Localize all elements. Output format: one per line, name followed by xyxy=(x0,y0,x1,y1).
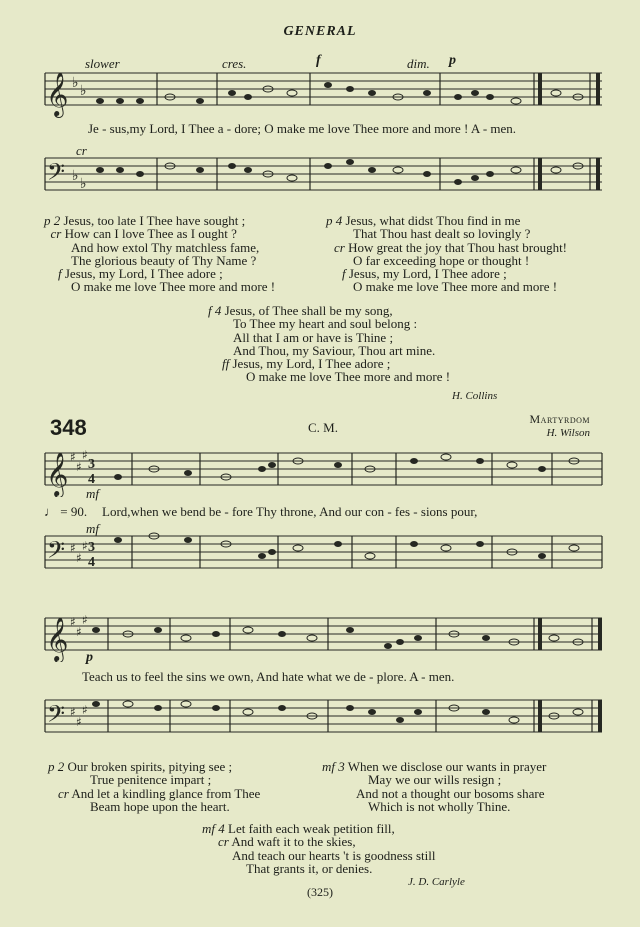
lyrics-348-line1: Lord,when we bend be - fore Thy throne, And our con - fes - sions pour, xyxy=(102,504,478,519)
svg-text:♯: ♯ xyxy=(76,715,82,729)
author-top: H. Collins xyxy=(452,390,498,402)
svg-text:4: 4 xyxy=(88,555,95,570)
page-number: (325) xyxy=(307,885,333,899)
hymn-meter: C. M. xyxy=(308,420,338,435)
svg-text:♭: ♭ xyxy=(72,75,79,91)
bass-staff-348a xyxy=(0,530,640,582)
bass-staff-348b xyxy=(0,692,640,744)
quarter-note-icon: ♩ xyxy=(44,504,57,519)
treble-staff-top xyxy=(0,65,640,125)
svg-text:♯: ♯ xyxy=(82,703,88,717)
treble-staff-348b xyxy=(0,610,640,662)
verse-4-top: f 4 Jesus, of Thee shall be my song, To Thee my heart and soul belong : All that I am or have is Thine ; And Thou, my Saviour, Thou art mine. ff Jesus, my Lord, I Thee adore ; O make me love Thee more and more ! xyxy=(208,303,451,385)
tune-info: Martyrdom H. Wilson xyxy=(529,412,590,439)
verse-2-top: p 2 Jesus, too late I Thee have sought ; cr How can I love Thee as I ought ? And how extol Thy matchless fame, The glorious beauty of Thy Name ? f Jesus, my Lord, I Thee adore ; O make me love Thee more and more ! xyxy=(44,213,276,295)
svg-text:4: 4 xyxy=(88,472,95,487)
bass-clef-icon: 𝄢 xyxy=(47,158,66,191)
dynamic-slower: slower xyxy=(85,56,120,71)
dynamic-piano: p xyxy=(449,53,456,68)
hymn-number: 348 xyxy=(50,415,87,440)
svg-text:𝄢: 𝄢 xyxy=(47,700,66,733)
dynamic-dim: dim. xyxy=(407,56,430,71)
svg-text:♯: ♯ xyxy=(82,448,88,462)
dynamic-forte: f xyxy=(316,53,321,68)
author-348: J. D. Carlyle xyxy=(408,876,465,888)
svg-text:♯: ♯ xyxy=(70,450,76,464)
svg-text:𝄞: 𝄞 xyxy=(46,617,69,661)
treble-clef-icon: 𝄞 xyxy=(46,72,69,116)
lyrics-top: Je - sus,my Lord, I Thee a - dore; O make me love Thee more and more ! A - men. xyxy=(88,121,517,136)
svg-text:𝄢: 𝄢 xyxy=(47,536,66,569)
verse-3-348: mf 3 When we disclose our wants in prayer May we our wills resign ; And not a thought our bosoms share Which is not wholly Thine. xyxy=(322,759,547,814)
dynamic-mf-bass: mf xyxy=(86,521,99,536)
svg-text:♭: ♭ xyxy=(72,168,79,184)
svg-text:♯: ♯ xyxy=(82,539,88,553)
svg-text:♭: ♭ xyxy=(80,83,87,99)
lyrics-348-line2: Teach us to feel the sins we own, And hate what we de - plore. A - men. xyxy=(82,669,455,684)
tempo-marking: ♩ = 90. xyxy=(44,504,88,519)
svg-text:3: 3 xyxy=(88,457,95,472)
svg-text:♯: ♯ xyxy=(70,705,76,719)
svg-text:♯: ♯ xyxy=(82,613,88,627)
svg-text:♯: ♯ xyxy=(76,625,82,639)
dynamic-cres: cres. xyxy=(222,56,247,71)
svg-text:♯: ♯ xyxy=(70,541,76,555)
verse-3-top: p 4 Jesus, what didst Thou find in me That Thou hast dealt so lovingly ? cr How great the joy that Thou hast brought! O far exceeding hope or thought ! f Jesus, my Lord, I Thee adore ; O make me love Thee more and more ! xyxy=(326,213,568,295)
dynamic-piano-348: p xyxy=(86,650,93,665)
bass-staff-top xyxy=(0,150,640,202)
verse-2-348: p 2 Our broken spirits, pitying see ; True penitence impart ; cr And let a kindling glance from Thee Beam hope upon the heart. xyxy=(48,759,261,814)
svg-text:♯: ♯ xyxy=(76,460,82,474)
svg-text:♯: ♯ xyxy=(76,551,82,565)
svg-text:3: 3 xyxy=(88,540,95,555)
svg-text:𝄞: 𝄞 xyxy=(46,452,69,496)
section-title: GENERAL xyxy=(283,24,357,39)
svg-text:♭: ♭ xyxy=(80,176,87,192)
dynamic-cr: cr xyxy=(76,143,87,158)
verse-4-348: mf 4 Let faith each weak petition fill, cr And waft it to the skies, And teach our hearts 't is goodness still That grants it, or denies. xyxy=(202,821,436,876)
dynamic-mf: mf xyxy=(86,486,99,501)
svg-text:♯: ♯ xyxy=(70,615,76,629)
